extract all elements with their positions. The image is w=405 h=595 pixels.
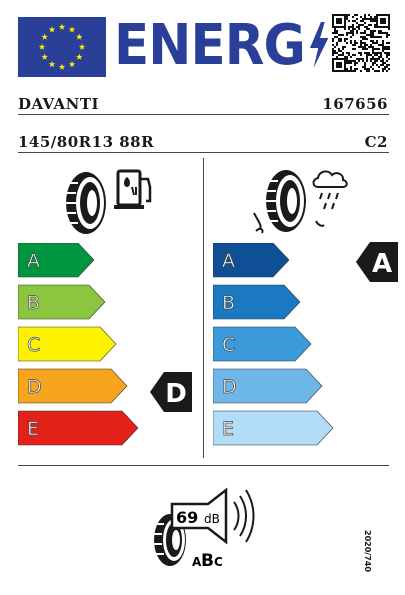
star-icon (76, 34, 82, 40)
star-icon (41, 34, 47, 40)
divider (18, 465, 389, 466)
fuel-bar-label: B (27, 292, 41, 314)
star-icon (69, 26, 75, 32)
star-icon (59, 64, 65, 70)
noise-section (148, 480, 268, 575)
noise-class-c: C (214, 555, 223, 569)
fuel-rating-pointer (150, 372, 192, 412)
wet-bar-label: A (222, 250, 235, 272)
fuel-bar-label: E (27, 418, 40, 440)
wet-bar-label: C (222, 334, 236, 356)
noise-value: 69 (176, 508, 199, 527)
product-code: 167656 (322, 95, 388, 113)
noise-class-b: B (201, 551, 214, 571)
fuel-bar-label: C (27, 334, 41, 356)
wet-bar-label: B (222, 292, 236, 314)
star-icon (79, 44, 85, 50)
qr-code-icon (332, 14, 390, 72)
star-icon (41, 54, 47, 60)
fuel-bar-label: A (27, 250, 40, 272)
fuel-rating-label: D (165, 379, 187, 409)
star-icon (76, 54, 82, 60)
fuel-efficiency-scale (18, 243, 198, 453)
star-icon (49, 26, 55, 32)
fuel-efficiency-icon (60, 165, 160, 241)
column-divider (203, 158, 204, 458)
fuel-bar-label: D (27, 376, 42, 398)
energy-title: ENERG (114, 14, 331, 78)
tyre-class: C2 (364, 133, 388, 151)
energy-bolt-icon (307, 22, 331, 68)
fuel-pump-icon (60, 165, 160, 237)
star-icon (59, 24, 65, 30)
wet-bar-label: D (222, 376, 237, 398)
wet-grip-icon (248, 165, 358, 241)
brand-name: DAVANTI (18, 95, 100, 113)
regulation-number: 2020/740 (363, 530, 372, 572)
star-icon (49, 61, 55, 67)
wet-grip-rating-pointer (356, 242, 398, 282)
star-icon (69, 61, 75, 67)
divider (18, 114, 389, 115)
wet-bar-label: E (222, 418, 235, 440)
tyre-size: 145/80R13 88R (18, 133, 155, 151)
rain-cloud-icon (248, 165, 358, 237)
wet-grip-rating-label: A (371, 249, 393, 279)
noise-unit: dB (204, 512, 220, 526)
star-icon (39, 44, 45, 50)
noise-class-a: A (192, 555, 202, 569)
eu-flag-icon (18, 17, 106, 77)
divider (18, 152, 389, 153)
